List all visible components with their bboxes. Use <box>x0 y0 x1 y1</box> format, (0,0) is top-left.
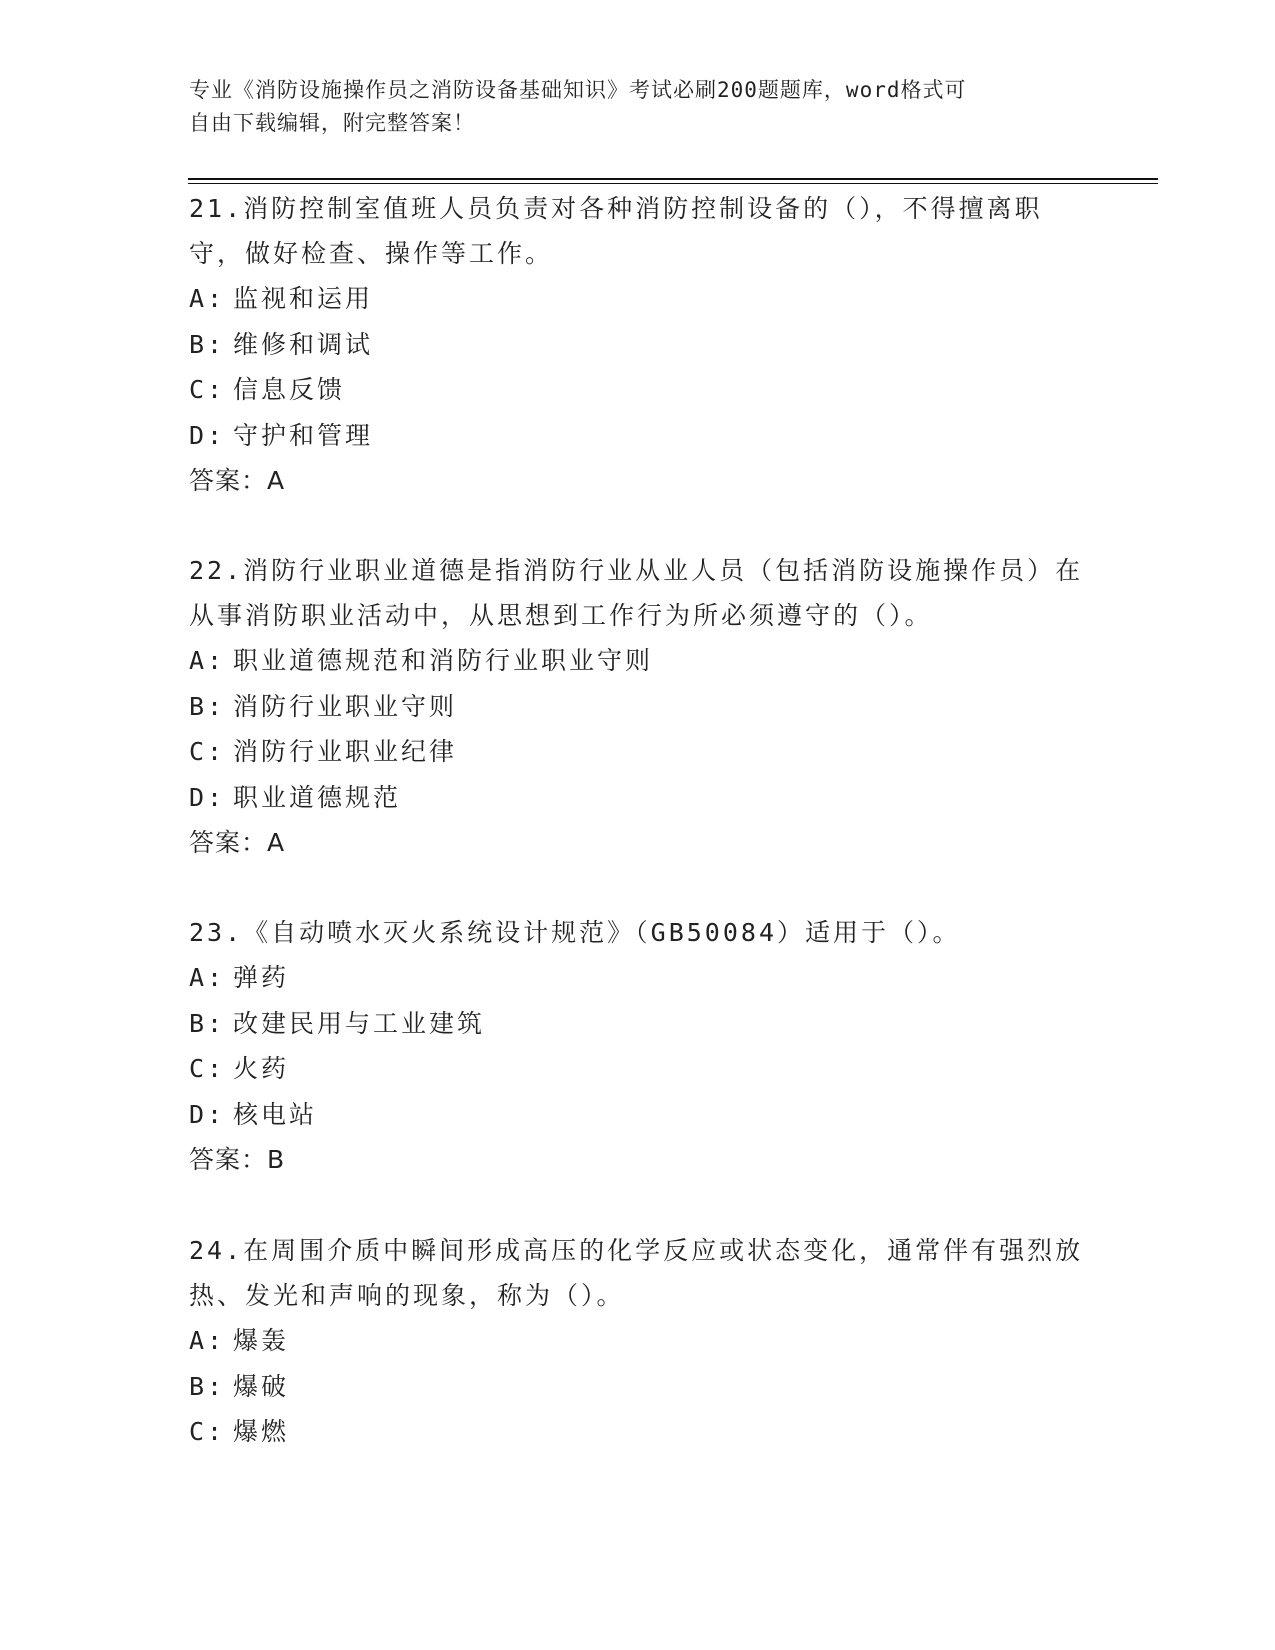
option-text: 职业道德规范和消防行业职业守则 <box>233 646 654 675</box>
option-letter: C: <box>189 737 226 766</box>
option-d <box>189 1092 1089 1138</box>
answer-line: 答案：B <box>189 1145 286 1174</box>
option-text: 爆燃 <box>233 1417 290 1446</box>
option-letter: C: <box>189 1417 226 1446</box>
option-letter: D: <box>189 1099 226 1129</box>
option-text: 守护和管理 <box>233 420 374 450</box>
option-text: 爆破 <box>233 1371 290 1401</box>
option-letter: A: <box>189 284 226 313</box>
option-d <box>189 413 1089 459</box>
option-letter: B: <box>189 329 226 359</box>
option-c <box>189 1409 1089 1455</box>
question-24 <box>189 1228 1089 1455</box>
header-divider-thick <box>188 178 1158 180</box>
option-text: 核电站 <box>233 1099 318 1129</box>
option-letter: B: <box>189 1371 226 1401</box>
option-b <box>189 684 1089 730</box>
answer-line: 答案：A <box>189 466 286 495</box>
option-c <box>189 729 1089 775</box>
option-letter: D: <box>189 782 226 812</box>
option-a <box>189 638 1089 684</box>
option-text: 信息反馈 <box>233 375 346 404</box>
answer-line: 答案：A <box>189 828 286 857</box>
option-letter: C: <box>189 375 226 404</box>
header-line-1: 专业《消防设施操作员之消防设备基础知识》考试必刷200题题库，word格式可 <box>189 78 967 102</box>
question-22 <box>189 548 1089 865</box>
option-d <box>189 775 1089 821</box>
question-stem: 24.在周围介质中瞬间形成高压的化学反应或状态变化，通常伴有强烈放热、发光和声响的现象，称为（）。 <box>189 1236 1084 1310</box>
option-text: 监视和运用 <box>233 284 374 313</box>
option-a <box>189 1318 1089 1364</box>
option-text: 职业道德规范 <box>233 782 402 812</box>
question-21 <box>189 186 1089 503</box>
question-stem: 23.《自动喷水灭火系统设计规范》（GB50084）适用于（）。 <box>189 918 961 947</box>
option-b <box>189 1364 1089 1410</box>
question-23 <box>189 910 1089 1182</box>
header-divider-thin <box>188 183 1158 184</box>
option-a <box>189 955 1089 1001</box>
option-text: 弹药 <box>233 963 290 992</box>
option-letter: A: <box>189 1326 226 1355</box>
option-letter: A: <box>189 963 226 992</box>
option-b <box>189 322 1089 368</box>
option-text: 爆轰 <box>233 1326 290 1355</box>
option-letter: B: <box>189 691 226 721</box>
option-text: 火药 <box>233 1054 290 1083</box>
question-stem: 22.消防行业职业道德是指消防行业从业人员（包括消防设施操作员）在从事消防职业活动中，从思想到工作行为所必须遵守的（）。 <box>189 556 1084 630</box>
option-text: 消防行业职业纪律 <box>233 737 458 766</box>
document-header <box>189 74 1069 140</box>
option-text: 维修和调试 <box>233 329 374 359</box>
option-text: 消防行业职业守则 <box>233 691 458 721</box>
option-letter: B: <box>189 1008 226 1038</box>
option-c <box>189 367 1089 413</box>
option-text: 改建民用与工业建筑 <box>233 1008 486 1038</box>
option-letter: D: <box>189 420 226 450</box>
option-b <box>189 1001 1089 1047</box>
question-stem: 21.消防控制室值班人员负责对各种消防控制设备的（），不得擅离职守，做好检查、操作等工作。 <box>189 194 1043 268</box>
option-letter: A: <box>189 646 226 675</box>
option-letter: C: <box>189 1054 226 1083</box>
option-a <box>189 276 1089 322</box>
option-c <box>189 1046 1089 1092</box>
header-line-2: 自由下载编辑，附完整答案！ <box>189 111 475 135</box>
